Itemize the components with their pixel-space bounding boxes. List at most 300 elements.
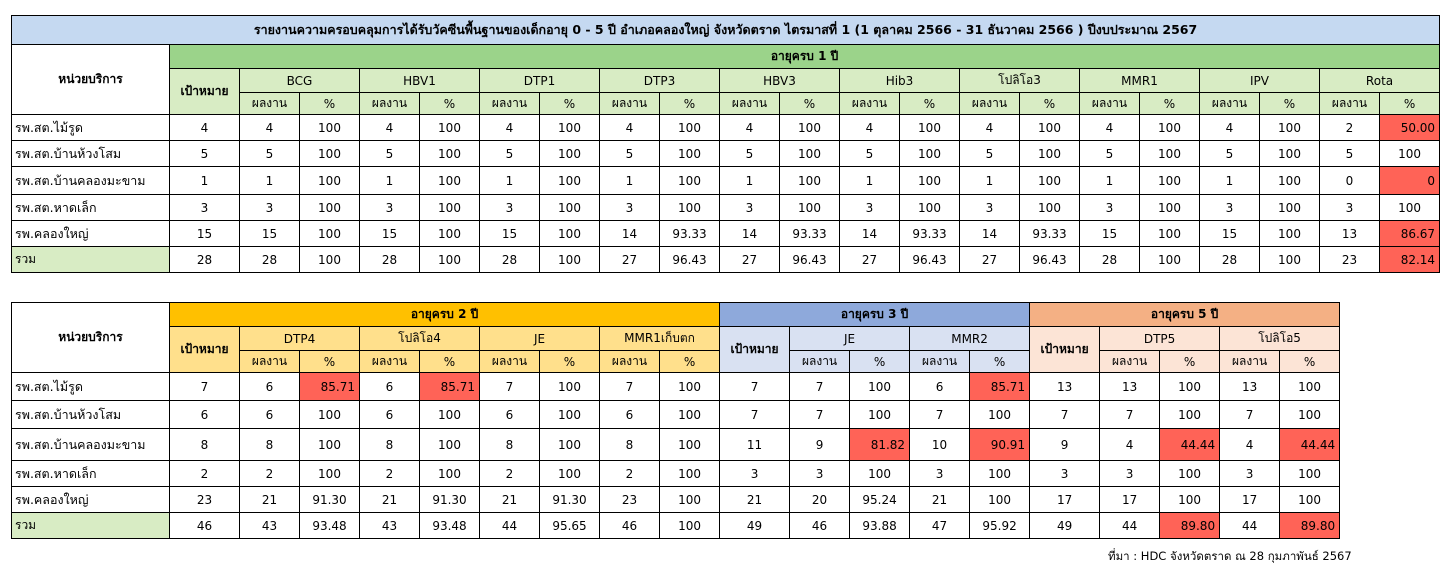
percent-value: 100	[1140, 167, 1200, 195]
percent-value: 100	[1020, 195, 1080, 221]
result-value: 0	[1320, 167, 1380, 195]
result-value: 3	[1100, 461, 1160, 487]
result-value: 2	[480, 461, 540, 487]
result-value: 3	[960, 195, 1020, 221]
result-value: 2	[360, 461, 420, 487]
result-value: 3	[840, 195, 900, 221]
result-value: 44	[1220, 513, 1280, 539]
result-value: 6	[360, 401, 420, 429]
result-value: 15	[240, 221, 300, 247]
result-value: 3	[360, 195, 420, 221]
target-column-header: เป้าหมาย	[720, 327, 790, 373]
result-value: 6	[240, 401, 300, 429]
percent-value: 86.67	[1380, 221, 1440, 247]
unit-column-header: หน่วยบริการ	[12, 45, 170, 115]
vaccine-header: DTP3	[600, 69, 720, 93]
result-value: 7	[910, 401, 970, 429]
result-value: 5	[1080, 141, 1140, 167]
percent-value: 100	[970, 401, 1030, 429]
table-row	[12, 487, 1340, 513]
result-value: 8	[480, 429, 540, 461]
result-value: 23	[600, 487, 660, 513]
coverage-table-age1	[11, 15, 1440, 273]
report-title: รายงานความครอบคลุมการได้รับวัคซีนพื้นฐานของเด็กอายุ 0 - 5 ปี อำเภอคลองใหญ่ จังหวัดตราด ไตรมาสที่ 1 (1 ตุลาคม 2566 - 31 ธันวาคม 2566 ) ปีงบประมาณ 2567	[12, 16, 1440, 45]
percent-subheader: %	[420, 93, 480, 115]
result-value: 28	[1080, 247, 1140, 273]
percent-value: 100	[540, 429, 600, 461]
target-value: 3	[1030, 461, 1100, 487]
target-value: 7	[720, 373, 790, 401]
result-subheader: ผลงาน	[240, 93, 300, 115]
percent-value: 100	[660, 401, 720, 429]
percent-subheader: %	[1140, 93, 1200, 115]
unit-name: รพ.สต.บ้านคลองมะขาม	[12, 429, 170, 461]
vaccine-header: IPV	[1200, 69, 1320, 93]
vaccine-header: JE	[480, 327, 600, 351]
percent-value: 96.43	[660, 247, 720, 273]
unit-name: รพ.คลองใหญ่	[12, 487, 170, 513]
percent-value: 91.30	[300, 487, 360, 513]
result-value: 6	[360, 373, 420, 401]
percent-value: 44.44	[1280, 429, 1340, 461]
percent-value: 100	[1160, 373, 1220, 401]
percent-value: 100	[660, 513, 720, 539]
result-value: 5	[480, 141, 540, 167]
percent-subheader: %	[1380, 93, 1440, 115]
percent-subheader: %	[1260, 93, 1320, 115]
target-value: 46	[170, 513, 240, 539]
target-value: 1	[170, 167, 240, 195]
result-value: 21	[240, 487, 300, 513]
result-value: 5	[240, 141, 300, 167]
percent-value: 100	[420, 141, 480, 167]
percent-value: 100	[660, 167, 720, 195]
result-value: 27	[960, 247, 1020, 273]
result-subheader: ผลงาน	[480, 351, 540, 373]
result-value: 8	[360, 429, 420, 461]
percent-value: 96.43	[780, 247, 840, 273]
source-note: ที่มา : HDC จังหวัดตราด ณ 28 กุมภาพันธ์ 2567	[1108, 549, 1352, 563]
vaccine-header: BCG	[240, 69, 360, 93]
percent-subheader: %	[660, 351, 720, 373]
target-column-header: เป้าหมาย	[170, 69, 240, 115]
percent-value: 100	[420, 247, 480, 273]
table-row	[12, 141, 1440, 167]
result-value: 15	[480, 221, 540, 247]
result-subheader: ผลงาน	[1100, 351, 1160, 373]
result-value: 17	[1100, 487, 1160, 513]
percent-value: 82.14	[1380, 247, 1440, 273]
table-row	[12, 461, 1340, 487]
result-subheader: ผลงาน	[1200, 93, 1260, 115]
result-value: 17	[1220, 487, 1280, 513]
percent-value: 100	[850, 401, 910, 429]
total-row	[12, 247, 1440, 273]
result-value: 1	[720, 167, 780, 195]
target-value: 49	[1030, 513, 1100, 539]
result-value: 6	[480, 401, 540, 429]
percent-value: 95.65	[540, 513, 600, 539]
target-value: 4	[170, 115, 240, 141]
result-value: 28	[240, 247, 300, 273]
target-value: 9	[1030, 429, 1100, 461]
percent-value: 44.44	[1160, 429, 1220, 461]
result-subheader: ผลงาน	[960, 93, 1020, 115]
percent-value: 100	[300, 221, 360, 247]
percent-value: 85.71	[300, 373, 360, 401]
target-value: 28	[170, 247, 240, 273]
target-column-header: เป้าหมาย	[170, 327, 240, 373]
percent-value: 0	[1380, 167, 1440, 195]
vaccine-header: Rota	[1320, 69, 1440, 93]
result-value: 47	[910, 513, 970, 539]
result-value: 7	[790, 401, 850, 429]
result-value: 20	[790, 487, 850, 513]
result-value: 1	[480, 167, 540, 195]
percent-subheader: %	[540, 351, 600, 373]
target-value: 49	[720, 513, 790, 539]
result-value: 3	[1320, 195, 1380, 221]
result-value: 7	[480, 373, 540, 401]
result-value: 14	[840, 221, 900, 247]
percent-value: 89.80	[1280, 513, 1340, 539]
percent-value: 90.91	[970, 429, 1030, 461]
percent-value: 100	[540, 247, 600, 273]
unit-column-header: หน่วยบริการ	[12, 303, 170, 373]
result-value: 7	[1100, 401, 1160, 429]
percent-subheader: %	[420, 351, 480, 373]
vaccine-header: Hib3	[840, 69, 960, 93]
result-subheader: ผลงาน	[360, 93, 420, 115]
result-value: 4	[600, 115, 660, 141]
percent-value: 100	[660, 373, 720, 401]
result-value: 3	[910, 461, 970, 487]
percent-value: 93.48	[420, 513, 480, 539]
target-value: 7	[1030, 401, 1100, 429]
percent-value: 100	[1160, 461, 1220, 487]
percent-value: 100	[900, 167, 960, 195]
percent-value: 100	[1280, 401, 1340, 429]
percent-value: 100	[1140, 141, 1200, 167]
vaccine-header: MMR1เก็บตก	[600, 327, 720, 351]
result-value: 13	[1320, 221, 1380, 247]
percent-value: 100	[850, 461, 910, 487]
percent-value: 100	[540, 195, 600, 221]
percent-value: 96.43	[900, 247, 960, 273]
result-value: 46	[790, 513, 850, 539]
percent-value: 100	[420, 401, 480, 429]
percent-subheader: %	[1160, 351, 1220, 373]
result-value: 1	[1080, 167, 1140, 195]
percent-value: 100	[900, 115, 960, 141]
percent-value: 100	[420, 115, 480, 141]
percent-value: 100	[420, 429, 480, 461]
percent-subheader: %	[970, 351, 1030, 373]
target-value: 13	[1030, 373, 1100, 401]
result-value: 7	[790, 373, 850, 401]
percent-value: 89.80	[1160, 513, 1220, 539]
vaccine-header: MMR1	[1080, 69, 1200, 93]
result-subheader: ผลงาน	[480, 93, 540, 115]
result-value: 3	[600, 195, 660, 221]
result-value: 7	[600, 373, 660, 401]
vaccine-header: DTP5	[1100, 327, 1220, 351]
result-value: 4	[360, 115, 420, 141]
percent-value: 85.71	[970, 373, 1030, 401]
result-value: 1	[240, 167, 300, 195]
vaccine-header: โปลิโอ3	[960, 69, 1080, 93]
result-subheader: ผลงาน	[240, 351, 300, 373]
result-value: 43	[360, 513, 420, 539]
percent-value: 100	[300, 115, 360, 141]
percent-value: 100	[300, 195, 360, 221]
result-value: 5	[360, 141, 420, 167]
percent-value: 100	[540, 221, 600, 247]
percent-value: 100	[1020, 141, 1080, 167]
target-value: 2	[170, 461, 240, 487]
percent-value: 93.33	[780, 221, 840, 247]
age-group-header: อายุครบ 5 ปี	[1030, 303, 1340, 327]
percent-value: 95.24	[850, 487, 910, 513]
percent-value: 91.30	[420, 487, 480, 513]
result-value: 23	[1320, 247, 1380, 273]
percent-value: 100	[540, 115, 600, 141]
vaccine-header: MMR2	[910, 327, 1030, 351]
vaccine-header: DTP1	[480, 69, 600, 93]
unit-name: รพ.สต.ไม้รูด	[12, 115, 170, 141]
result-value: 44	[480, 513, 540, 539]
result-value: 6	[910, 373, 970, 401]
percent-value: 100	[1280, 487, 1340, 513]
result-value: 4	[1220, 429, 1280, 461]
target-column-header: เป้าหมาย	[1030, 327, 1100, 373]
percent-value: 100	[1260, 221, 1320, 247]
percent-value: 96.43	[1020, 247, 1080, 273]
vaccine-header: JE	[790, 327, 910, 351]
percent-value: 100	[300, 167, 360, 195]
result-value: 3	[1080, 195, 1140, 221]
result-subheader: ผลงาน	[840, 93, 900, 115]
percent-subheader: %	[300, 351, 360, 373]
age-group-header: อายุครบ 2 ปี	[170, 303, 720, 327]
result-value: 3	[1220, 461, 1280, 487]
percent-value: 100	[1160, 487, 1220, 513]
percent-value: 100	[420, 167, 480, 195]
percent-value: 100	[540, 167, 600, 195]
percent-subheader: %	[660, 93, 720, 115]
percent-value: 100	[1380, 141, 1440, 167]
unit-name: รพ.คลองใหญ่	[12, 221, 170, 247]
unit-name: รพ.สต.บ้านห้วงโสม	[12, 141, 170, 167]
percent-value: 100	[420, 195, 480, 221]
result-value: 8	[240, 429, 300, 461]
vaccine-header: DTP4	[240, 327, 360, 351]
target-value: 3	[720, 461, 790, 487]
unit-name: รพ.สต.บ้านคลองมะขาม	[12, 167, 170, 195]
percent-subheader: %	[850, 351, 910, 373]
result-value: 2	[600, 461, 660, 487]
result-value: 4	[240, 115, 300, 141]
percent-value: 100	[540, 461, 600, 487]
vaccine-header: HBV3	[720, 69, 840, 93]
percent-value: 100	[660, 487, 720, 513]
percent-value: 100	[1160, 401, 1220, 429]
result-value: 44	[1100, 513, 1160, 539]
percent-value: 100	[660, 141, 720, 167]
percent-value: 100	[1280, 373, 1340, 401]
target-value: 7	[720, 401, 790, 429]
percent-value: 100	[1020, 167, 1080, 195]
result-subheader: ผลงาน	[910, 351, 970, 373]
result-value: 4	[840, 115, 900, 141]
result-value: 5	[1200, 141, 1260, 167]
result-value: 7	[1220, 401, 1280, 429]
percent-subheader: %	[540, 93, 600, 115]
percent-value: 100	[1020, 115, 1080, 141]
percent-value: 93.33	[660, 221, 720, 247]
result-value: 13	[1100, 373, 1160, 401]
result-value: 28	[480, 247, 540, 273]
target-value: 7	[170, 373, 240, 401]
result-value: 28	[360, 247, 420, 273]
percent-value: 100	[660, 195, 720, 221]
result-value: 4	[720, 115, 780, 141]
table-row	[12, 429, 1340, 461]
vaccine-header: โปลิโอ5	[1220, 327, 1340, 351]
percent-value: 100	[970, 461, 1030, 487]
result-value: 21	[480, 487, 540, 513]
result-value: 27	[600, 247, 660, 273]
table-row	[12, 167, 1440, 195]
result-value: 3	[480, 195, 540, 221]
result-value: 2	[240, 461, 300, 487]
percent-value: 91.30	[540, 487, 600, 513]
target-value: 5	[170, 141, 240, 167]
result-value: 4	[480, 115, 540, 141]
result-value: 1	[840, 167, 900, 195]
percent-value: 50.00	[1380, 115, 1440, 141]
result-value: 6	[240, 373, 300, 401]
result-value: 43	[240, 513, 300, 539]
percent-value: 81.82	[850, 429, 910, 461]
result-value: 10	[910, 429, 970, 461]
result-value: 1	[360, 167, 420, 195]
percent-value: 100	[660, 115, 720, 141]
result-value: 27	[840, 247, 900, 273]
unit-name: รพ.สต.บ้านห้วงโสม	[12, 401, 170, 429]
percent-value: 100	[540, 373, 600, 401]
percent-value: 100	[1260, 141, 1320, 167]
table-row	[12, 401, 1340, 429]
result-value: 14	[720, 221, 780, 247]
percent-value: 100	[1140, 247, 1200, 273]
total-row	[12, 513, 1340, 539]
percent-subheader: %	[900, 93, 960, 115]
unit-name: รวม	[12, 247, 170, 273]
result-value: 15	[1200, 221, 1260, 247]
percent-value: 93.48	[300, 513, 360, 539]
percent-value: 100	[420, 461, 480, 487]
result-value: 5	[840, 141, 900, 167]
percent-value: 93.33	[900, 221, 960, 247]
result-value: 27	[720, 247, 780, 273]
result-value: 3	[720, 195, 780, 221]
percent-value: 100	[1260, 247, 1320, 273]
vaccine-header: โปลิโอ4	[360, 327, 480, 351]
unit-name: รพ.สต.หาดเล็ก	[12, 195, 170, 221]
percent-value: 100	[1140, 195, 1200, 221]
result-value: 28	[1200, 247, 1260, 273]
percent-value: 100	[780, 141, 840, 167]
result-value: 5	[720, 141, 780, 167]
percent-value: 100	[780, 115, 840, 141]
percent-value: 100	[300, 429, 360, 461]
table-row	[12, 195, 1440, 221]
result-value: 9	[790, 429, 850, 461]
percent-value: 100	[900, 141, 960, 167]
percent-value: 100	[1380, 195, 1440, 221]
percent-value: 100	[660, 461, 720, 487]
percent-value: 100	[1260, 167, 1320, 195]
percent-value: 100	[540, 141, 600, 167]
percent-value: 100	[1280, 461, 1340, 487]
percent-subheader: %	[1020, 93, 1080, 115]
result-value: 4	[1080, 115, 1140, 141]
vaccine-header: HBV1	[360, 69, 480, 93]
percent-value: 100	[780, 195, 840, 221]
result-value: 4	[1200, 115, 1260, 141]
target-value: 8	[170, 429, 240, 461]
result-value: 4	[960, 115, 1020, 141]
result-subheader: ผลงาน	[720, 93, 780, 115]
target-value: 21	[720, 487, 790, 513]
percent-value: 100	[850, 373, 910, 401]
percent-value: 100	[1260, 115, 1320, 141]
result-value: 1	[960, 167, 1020, 195]
age-group-header: อายุครบ 1 ปี	[170, 45, 1440, 69]
target-value: 17	[1030, 487, 1100, 513]
age-group-header: อายุครบ 3 ปี	[720, 303, 1030, 327]
result-value: 15	[1080, 221, 1140, 247]
target-value: 23	[170, 487, 240, 513]
table-row	[12, 115, 1440, 141]
result-value: 21	[360, 487, 420, 513]
percent-value: 93.33	[1020, 221, 1080, 247]
result-value: 3	[790, 461, 850, 487]
percent-value: 85.71	[420, 373, 480, 401]
percent-value: 100	[300, 401, 360, 429]
percent-subheader: %	[780, 93, 840, 115]
percent-value: 93.88	[850, 513, 910, 539]
percent-value: 100	[780, 167, 840, 195]
unit-name: รวม	[12, 513, 170, 539]
percent-value: 100	[1140, 221, 1200, 247]
percent-value: 95.92	[970, 513, 1030, 539]
result-value: 4	[1100, 429, 1160, 461]
table-row	[12, 373, 1340, 401]
target-value: 15	[170, 221, 240, 247]
table-row	[12, 221, 1440, 247]
result-value: 8	[600, 429, 660, 461]
percent-value: 100	[970, 487, 1030, 513]
percent-value: 100	[660, 429, 720, 461]
target-value: 11	[720, 429, 790, 461]
result-value: 3	[1200, 195, 1260, 221]
percent-subheader: %	[300, 93, 360, 115]
result-value: 5	[1320, 141, 1380, 167]
result-value: 14	[600, 221, 660, 247]
result-subheader: ผลงาน	[1080, 93, 1140, 115]
